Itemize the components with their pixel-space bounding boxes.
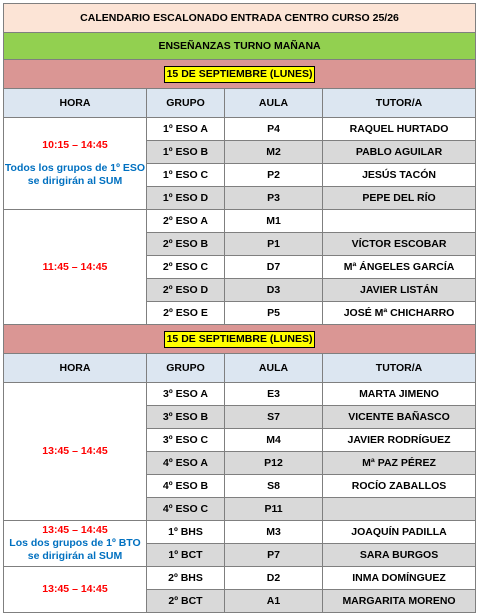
aula-cell: P3 (225, 187, 323, 210)
aula-cell: A1 (225, 590, 323, 613)
grupo-cell: 2º ESO C (147, 256, 225, 279)
time-cell: 13:45 – 14:45 (4, 383, 147, 521)
header-tutor: TUTOR/A (323, 89, 476, 118)
header-aula: AULA (225, 89, 323, 118)
tutor-cell: MARTA JIMENO (323, 383, 476, 406)
grupo-cell: 3º ESO B (147, 406, 225, 429)
aula-cell: S7 (225, 406, 323, 429)
header-grupo: GRUPO (147, 89, 225, 118)
aula-cell: M4 (225, 429, 323, 452)
grupo-cell: 2º ESO E (147, 302, 225, 325)
header-hora: HORA (4, 89, 147, 118)
page-title: CALENDARIO ESCALONADO ENTRADA CENTRO CURSO 25/26 (4, 4, 476, 33)
aula-cell: P5 (225, 302, 323, 325)
time-range: 10:15 – 14:45 (42, 139, 108, 151)
grupo-cell: 2º ESO A (147, 210, 225, 233)
header-tutor: TUTOR/A (323, 354, 476, 383)
aula-cell: D7 (225, 256, 323, 279)
grupo-cell: 3º ESO A (147, 383, 225, 406)
aula-cell: P2 (225, 164, 323, 187)
header-grupo: GRUPO (147, 354, 225, 383)
turn-row (4, 33, 476, 60)
grupo-cell: 1º BHS (147, 521, 225, 544)
sum-note: Todos los grupos de 1º ESO se dirigirán al SUM (4, 162, 146, 187)
tutor-cell: MARGARITA MORENO (323, 590, 476, 613)
tutor-cell: VICENTE BAÑASCO (323, 406, 476, 429)
table-row (4, 521, 476, 544)
time-cell (4, 118, 147, 210)
grupo-cell: 4º ESO B (147, 475, 225, 498)
grupo-cell: 3º ESO C (147, 429, 225, 452)
tutor-cell: JOSÉ Mª CHICHARRO (323, 302, 476, 325)
tutor-cell (323, 498, 476, 521)
aula-cell: M2 (225, 141, 323, 164)
tutor-cell: PABLO AGUILAR (323, 141, 476, 164)
grupo-cell: 4º ESO C (147, 498, 225, 521)
grupo-cell: 1º ESO C (147, 164, 225, 187)
aula-cell: P11 (225, 498, 323, 521)
aula-cell: P7 (225, 544, 323, 567)
aula-cell: D3 (225, 279, 323, 302)
date-row-2 (4, 325, 476, 354)
tutor-cell (323, 210, 476, 233)
table-row (4, 118, 476, 141)
grupo-cell: 1º ESO B (147, 141, 225, 164)
tutor-cell: VÍCTOR ESCOBAR (323, 233, 476, 256)
tutor-cell: JESÚS TACÓN (323, 164, 476, 187)
grupo-cell: 1º BCT (147, 544, 225, 567)
grupo-cell: 2º BHS (147, 567, 225, 590)
time-range: 13:45 – 14:45 (42, 524, 108, 536)
aula-cell: P4 (225, 118, 323, 141)
tutor-cell: Mª ÁNGELES GARCÍA (323, 256, 476, 279)
aula-cell: D2 (225, 567, 323, 590)
title-row (4, 4, 476, 33)
grupo-cell: 1º ESO D (147, 187, 225, 210)
schedule-table (3, 3, 476, 613)
aula-cell: P1 (225, 233, 323, 256)
tutor-cell: Mª PAZ PÉREZ (323, 452, 476, 475)
header-row-1 (4, 89, 476, 118)
tutor-cell: INMA DOMÍNGUEZ (323, 567, 476, 590)
date-label-2: 15 DE SEPTIEMBRE (LUNES) (164, 331, 316, 348)
time-cell: 11:45 – 14:45 (4, 210, 147, 325)
date-row-1 (4, 60, 476, 89)
tutor-cell: JAVIER RODRÍGUEZ (323, 429, 476, 452)
table-row (4, 383, 476, 406)
tutor-cell: JOAQUÍN PADILLA (323, 521, 476, 544)
aula-cell: M3 (225, 521, 323, 544)
date-label-1: 15 DE SEPTIEMBRE (LUNES) (164, 66, 316, 83)
tutor-cell: SARA BURGOS (323, 544, 476, 567)
header-aula: AULA (225, 354, 323, 383)
aula-cell: M1 (225, 210, 323, 233)
grupo-cell: 2º ESO D (147, 279, 225, 302)
header-hora: HORA (4, 354, 147, 383)
time-cell (4, 521, 147, 567)
sum-note: Los dos grupos de 1º BTO se dirigirán al SUM (9, 537, 141, 562)
aula-cell: E3 (225, 383, 323, 406)
grupo-cell: 2º BCT (147, 590, 225, 613)
table-row (4, 567, 476, 590)
tutor-cell: PEPE DEL RÍO (323, 187, 476, 210)
tutor-cell: JAVIER LISTÁN (323, 279, 476, 302)
grupo-cell: 1º ESO A (147, 118, 225, 141)
aula-cell: S8 (225, 475, 323, 498)
grupo-cell: 2º ESO B (147, 233, 225, 256)
tutor-cell: ROCÍO ZABALLOS (323, 475, 476, 498)
aula-cell: P12 (225, 452, 323, 475)
tutor-cell: RAQUEL HURTADO (323, 118, 476, 141)
table-row (4, 210, 476, 233)
turn-label: ENSEÑANZAS TURNO MAÑANA (4, 33, 476, 60)
time-cell: 13:45 – 14:45 (4, 567, 147, 613)
grupo-cell: 4º ESO A (147, 452, 225, 475)
header-row-2 (4, 354, 476, 383)
